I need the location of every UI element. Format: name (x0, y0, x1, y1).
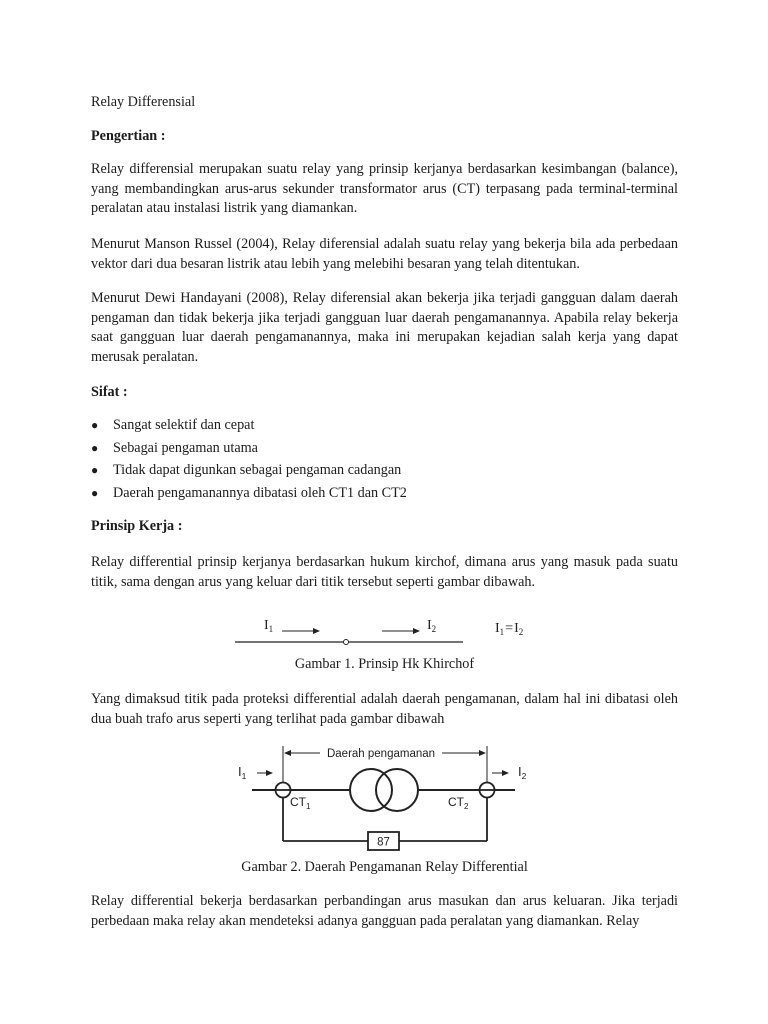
bullet-icon: ● (91, 440, 99, 455)
transformer-secondary-winding (376, 769, 418, 811)
figure-2-caption: Gambar 2. Daerah Pengamanan Relay Differential (241, 859, 528, 875)
paragraph-definition: Relay differensial merupakan suatu relay yang prinsip kerjanya berdasarkan kesimbangan (balance), yang membandingkan arus-arus sekunder transformator arus (CT) terpasang pada terminal-terminal peralatan atau instalasi listrik yang diamankan. (91, 161, 678, 216)
paragraph-dewi-handayani: Menurut Dewi Handayani (2008), Relay diferensial akan bekerja jika terjadi gangguan dalam daerah pengaman dan tidak bekerja jika terjadi gangguan luar daerah pengamanannya. Apabila relay bekerja saat gangguan luar daerah pengamanannya, maka ini merupakan kejadian salah kerja yang dapat merusak peralatan. (91, 290, 678, 365)
list-item: ● Sangat selektif dan cepat (91, 414, 678, 437)
current-i2-label: $I_2$ (427, 618, 437, 634)
heading-sifat: Sifat : (91, 384, 128, 400)
figure-2-protection-zone-diagram (230, 738, 540, 858)
list-item: ● Tidak dapat digunkan sebagai pengaman cadangan (91, 459, 678, 482)
relay-87-label: 87 (377, 836, 390, 849)
heading-prinsip-kerja: Prinsip Kerja : (91, 518, 183, 534)
paragraph-prinsip: Relay differential prinsip kerjanya berdasarkan hukum kirchof, dimana arus yang masuk pada suatu titik, sama dengan arus yang keluar dari titik tersebut seperti gambar dibawah. (91, 554, 678, 590)
arrow-in-head (266, 770, 273, 776)
equation-label: $I_1=I_2$ (495, 621, 524, 637)
zone-arrow-left (284, 750, 291, 756)
bullet-icon: ● (91, 463, 99, 477)
bullet-icon: ● (91, 418, 99, 432)
arrow-out-head (413, 628, 420, 634)
ct1-label: $CT_1$ (290, 795, 311, 811)
transformer-primary-winding (350, 769, 392, 811)
arrow-out-head (502, 770, 509, 776)
document-title: Relay Differensial (91, 94, 196, 110)
list-item: ● Sebagai pengaman utama (91, 437, 678, 460)
junction-node (344, 640, 349, 645)
arrow-in-head (313, 628, 320, 634)
figure-1-kirchhoff-diagram (230, 612, 550, 652)
current-i1-label: $I_1$ (264, 618, 274, 634)
heading-pengertian: Pengertian : (91, 128, 166, 144)
paragraph-perbandingan: Relay differential bekerja berdasarkan perbandingan arus masukan dan arus keluaran. Jika terjadi perbedaan maka relay akan mendeteksi adanya gangguan pada peralatan yang diamankan. Relay (91, 893, 678, 929)
figure-1-caption: Gambar 1. Prinsip Hk Khirchof (294, 656, 475, 672)
current-i2-label: $I_2$ (518, 764, 527, 781)
list-item: ● Daerah pengamanannya dibatasi oleh CT1 dan CT2 (91, 482, 678, 505)
zone-label: Daerah pengamanan (326, 748, 436, 760)
sifat-list (91, 414, 678, 504)
paragraph-manson-russel: Menurut Manson Russel (2004), Relay diferensial adalah suatu relay yang bekerja bila ada perbedaan vektor dari dua besaran listrik atau lebih yang melebihi besaran yang telah ditentukan. (91, 236, 678, 272)
paragraph-titik: Yang dimaksud titik pada proteksi differential adalah daerah pengamanan, dalam hal ini dibatasi oleh dua buah trafo arus seperti yang terlihat pada gambar dibawah (91, 691, 678, 727)
bullet-icon: ● (91, 485, 99, 500)
current-i1-label: $I_1$ (238, 764, 247, 781)
ct2-label: $CT_2$ (448, 795, 469, 811)
zone-arrow-right (479, 750, 486, 756)
